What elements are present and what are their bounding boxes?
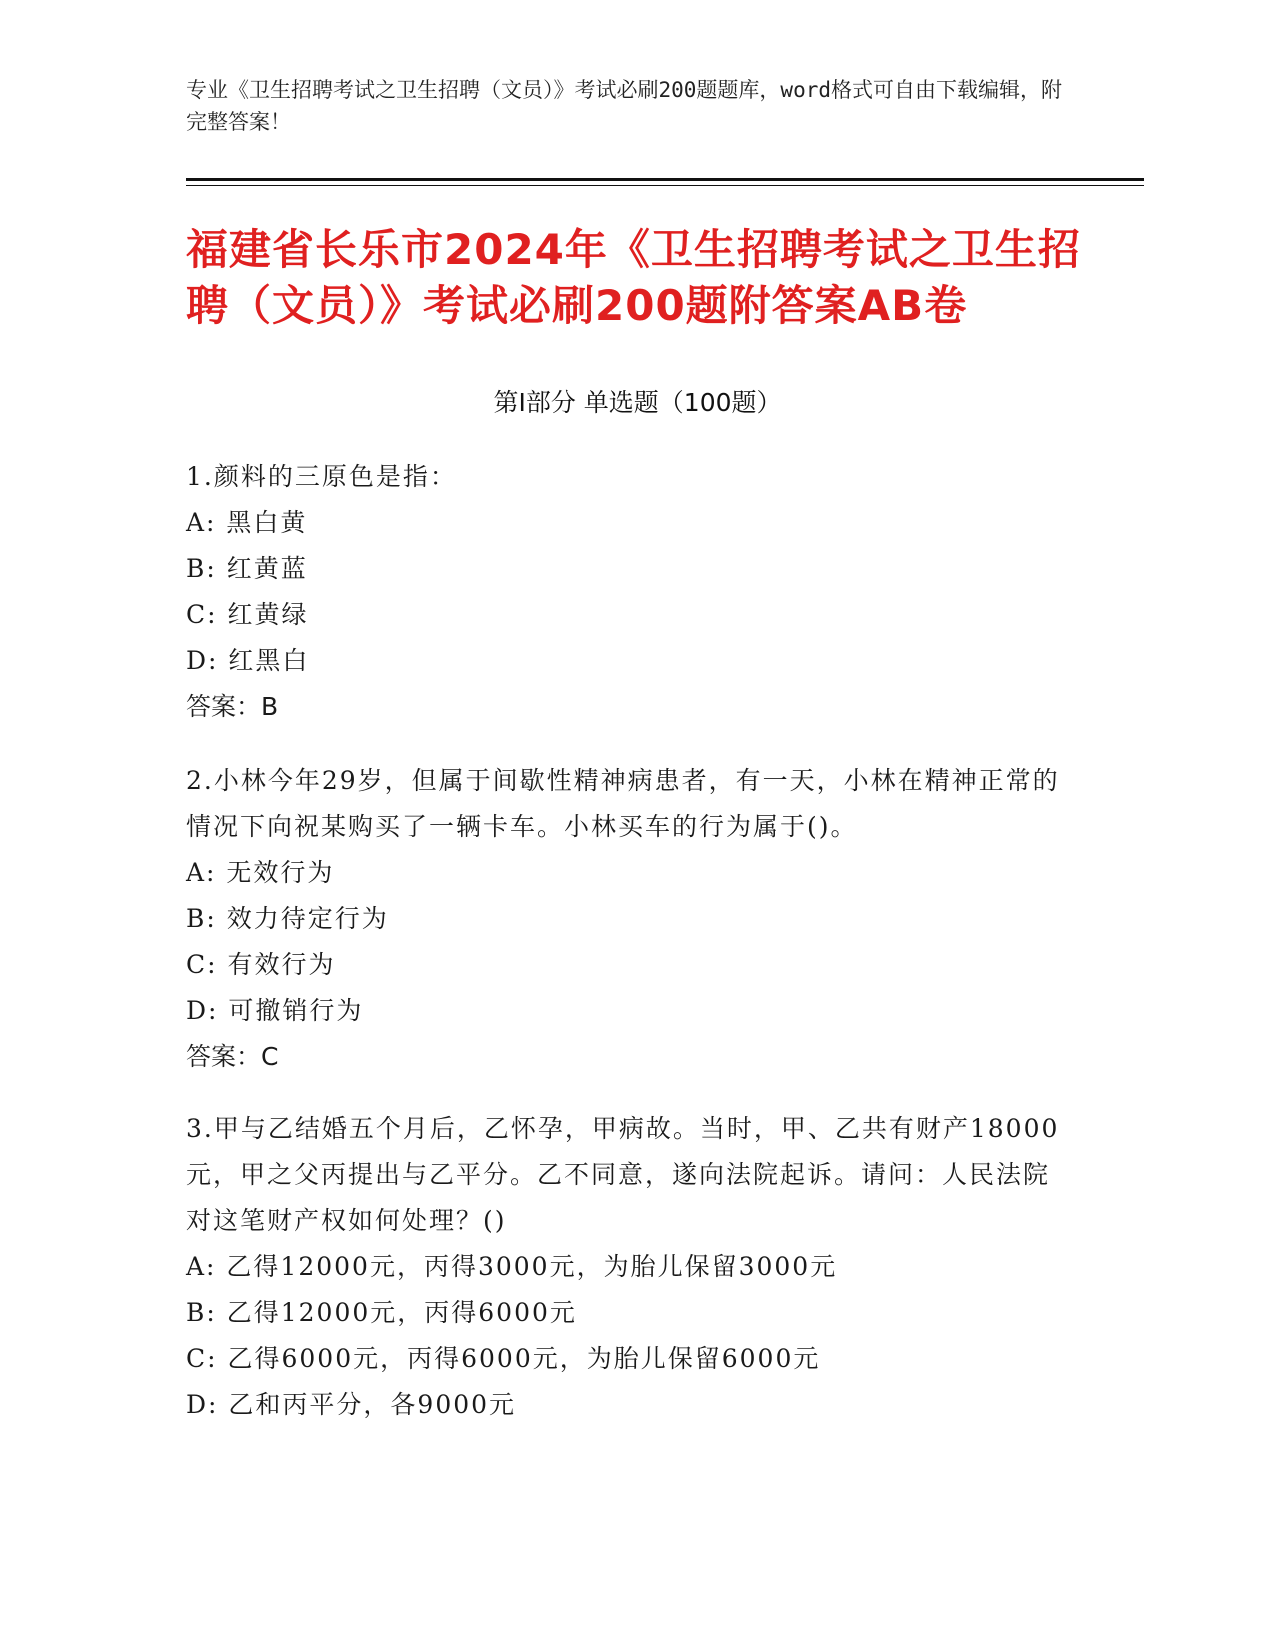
option-a: A: 乙得12000元，丙得3000元，为胎儿保留3000元 (186, 1252, 838, 1281)
answer: 答案：B (186, 692, 279, 721)
question-1 (186, 454, 1066, 730)
option-b: B: 乙得12000元，丙得6000元 (186, 1298, 577, 1327)
option-a: A: 黑白黄 (186, 508, 308, 537)
option-b: B: 效力待定行为 (186, 904, 389, 933)
answer: 答案：C (186, 1042, 279, 1071)
option-b: B: 红黄蓝 (186, 554, 308, 583)
question-stem: 2.小林今年29岁，但属于间歇性精神病患者，有一天，小林在精神正常的情况下向祝某购买了一辆卡车。小林买车的行为属于()。 (186, 766, 1060, 841)
option-c: C: 红黄绿 (186, 600, 309, 629)
option-d: D: 可撤销行为 (186, 996, 364, 1025)
section-heading: 第Ⅰ部分 单选题（100题） (493, 388, 782, 417)
document-title: 福建省长乐市2024年《卫生招聘考试之卫生招聘（文员）》考试必刷200题附答案AB卷 (186, 225, 1081, 330)
question-3 (186, 1106, 1066, 1428)
option-a: A: 无效行为 (186, 858, 335, 887)
option-c: C: 有效行为 (186, 950, 336, 979)
option-d: D: 乙和丙平分，各9000元 (186, 1390, 517, 1419)
question-stem: 3.甲与乙结婚五个月后，乙怀孕，甲病故。当时，甲、乙共有财产18000元，甲之父丙提出与乙平分。乙不同意，遂向法院起诉。请问：人民法院对这笔财产权如何处理？() (186, 1114, 1060, 1235)
option-d: D: 红黑白 (186, 646, 310, 675)
question-2 (186, 758, 1066, 1080)
option-c: C: 乙得6000元，丙得6000元，为胎儿保留6000元 (186, 1344, 821, 1373)
header-divider-thin (186, 185, 1144, 186)
header-divider-thick (186, 178, 1144, 181)
header-note: 专业《卫生招聘考试之卫生招聘（文员）》考试必刷200题题库，word格式可自由下载编辑，附完整答案！ (186, 78, 1062, 134)
question-stem: 1.颜料的三原色是指： (186, 462, 457, 491)
